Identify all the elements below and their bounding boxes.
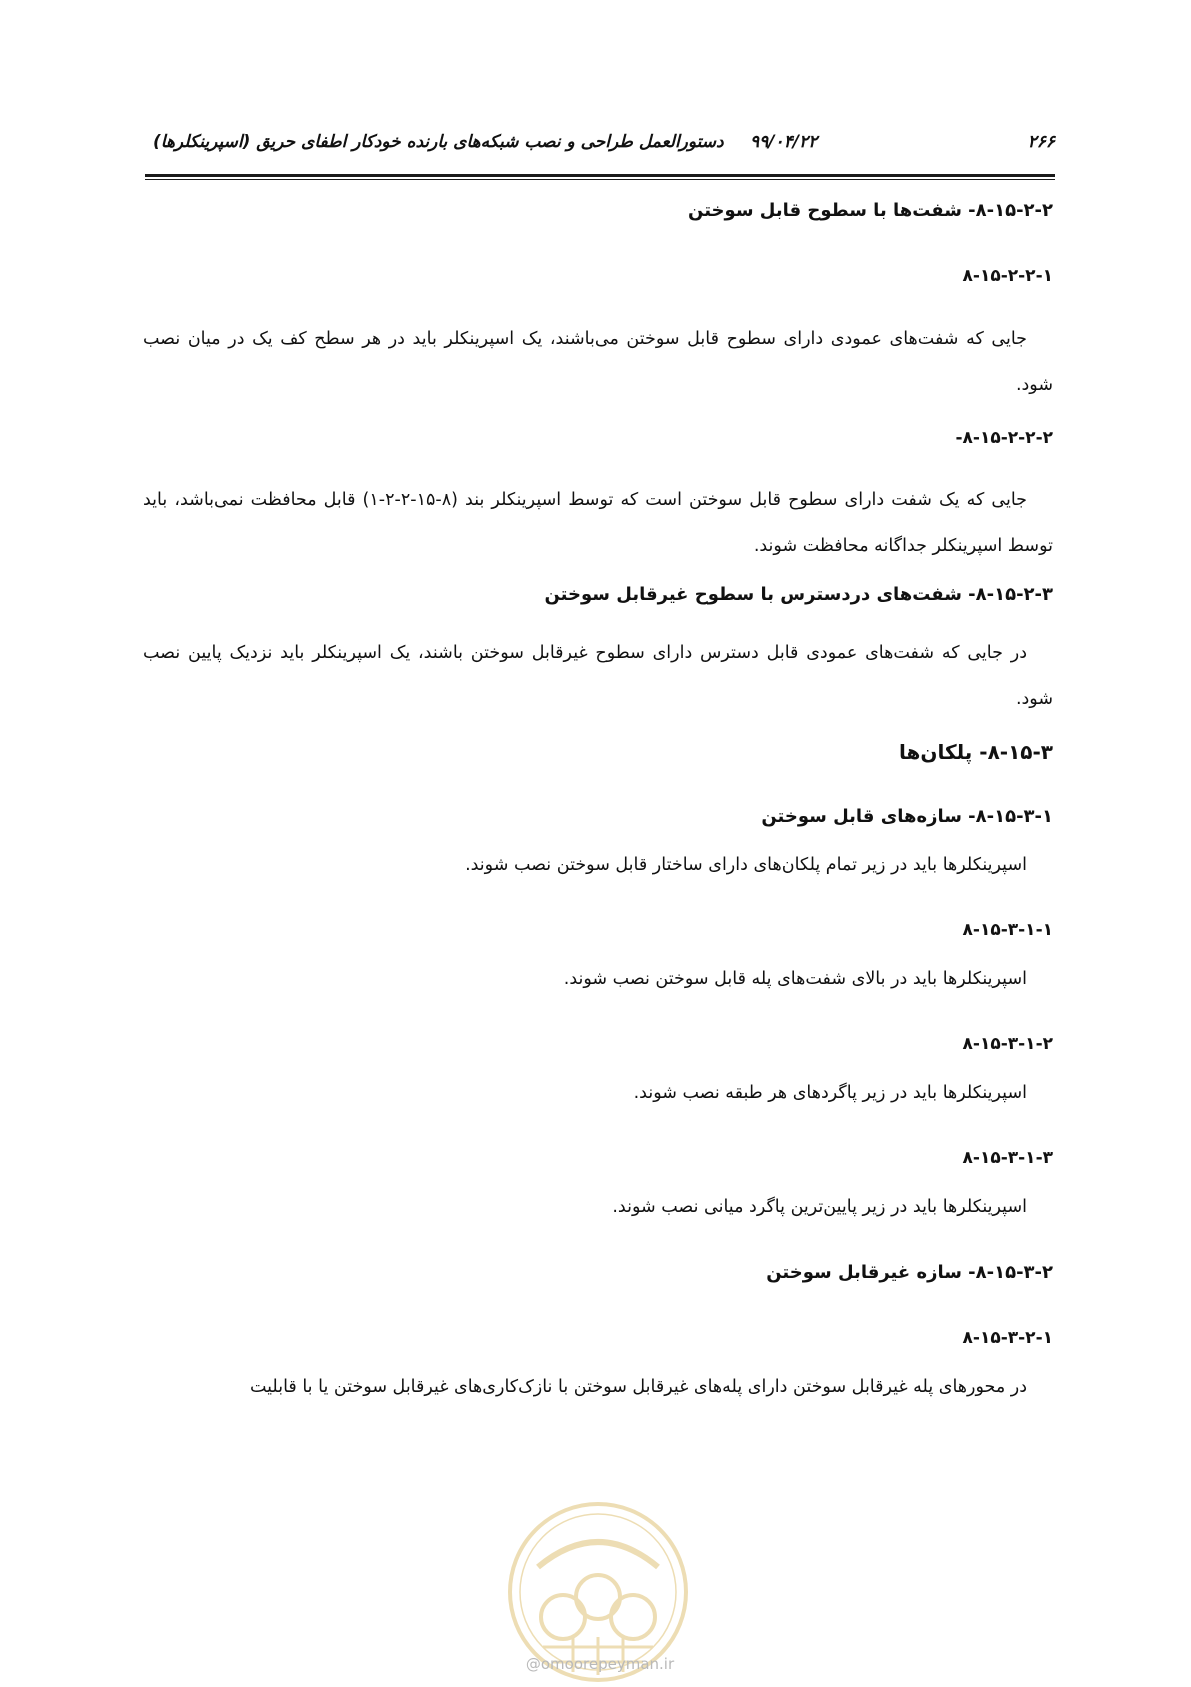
section-heading: ۸-۱۵-۳-۱- سازه‌های قابل سوختن: [761, 806, 1053, 827]
header-title: دستورالعمل طراحی و نصب شبکه‌های بارنده خودکار اطفای حریق (اسپرینکلرها): [153, 132, 724, 152]
paragraph: اسپرینکلرها باید در زیر پایین‌ترین پاگرد میانی نصب شوند.: [612, 1197, 1027, 1217]
clause-number: ۸-۱۵-۳-۱-۱: [962, 920, 1053, 940]
section-heading: ۸-۱۵-۲-۲- شفت‌ها با سطوح قابل سوختن: [688, 200, 1053, 221]
clause-number: ۸-۱۵-۳-۱-۳: [962, 1148, 1053, 1168]
paragraph: در جایی که شفت‌های عمودی قابل دسترس دارای سطوح غیرقابل سوختن باشند، یک اسپرینکلر باید نزدیک پایین نصب شود.: [143, 643, 1053, 709]
paragraph: اسپرینکلرها باید در بالای شفت‌های پله قابل سوختن نصب شوند.: [563, 969, 1027, 989]
header-rule-thick: [145, 174, 1055, 177]
page-number: ۲۶۶: [1027, 132, 1055, 152]
section-heading: ۸-۱۵-۳- پلکان‌ها: [899, 740, 1053, 764]
section-heading: ۸-۱۵-۳-۲- سازه غیرقابل سوختن: [766, 1262, 1053, 1283]
clause-number: ۸-۱۵-۲-۲-۲-: [955, 428, 1053, 448]
section-heading: ۸-۱۵-۲-۳- شفت‌های دردسترس با سطوح غیرقابل سوختن: [544, 584, 1053, 605]
paragraph: اسپرینکلرها باید در زیر تمام پلکان‌های دارای ساختار قابل سوختن نصب شوند.: [465, 855, 1027, 875]
watermark-url: @omoorepeyman.ir: [525, 1655, 675, 1673]
clause-number: ۸-۱۵-۳-۱-۲: [962, 1034, 1053, 1054]
page-header: [145, 132, 1055, 162]
clause-number: ۸-۱۵-۲-۲-۱: [962, 266, 1053, 286]
paragraph: اسپرینکلرها باید در زیر پاگردهای هر طبقه نصب شوند.: [633, 1083, 1027, 1103]
paragraph: جایی که شفت‌های عمودی دارای سطوح قابل سوختن می‌باشند، یک اسپرینکلر باید در هر سطح کف یک در میان نصب شود.: [143, 329, 1053, 395]
paragraph: در محورهای پله غیرقابل سوختن دارای پله‌های غیرقابل سوختن با نازک‌کاری‌های غیرقابل سوختن یا با قابلیت: [249, 1377, 1027, 1397]
paragraph: جایی که یک شفت دارای سطوح قابل سوختن است که توسط اسپرینکلر بند (۸-۱۵-۲-۲-۱) قابل محافظت نمی‌باشد، باید توسط اسپرینکلر جداگانه محافظت شوند.: [143, 490, 1053, 556]
clause-number: ۸-۱۵-۳-۲-۱: [962, 1328, 1053, 1348]
header-date: ۹۹/۰۴/۲۲: [750, 132, 818, 152]
header-rule-thin: [145, 179, 1055, 180]
